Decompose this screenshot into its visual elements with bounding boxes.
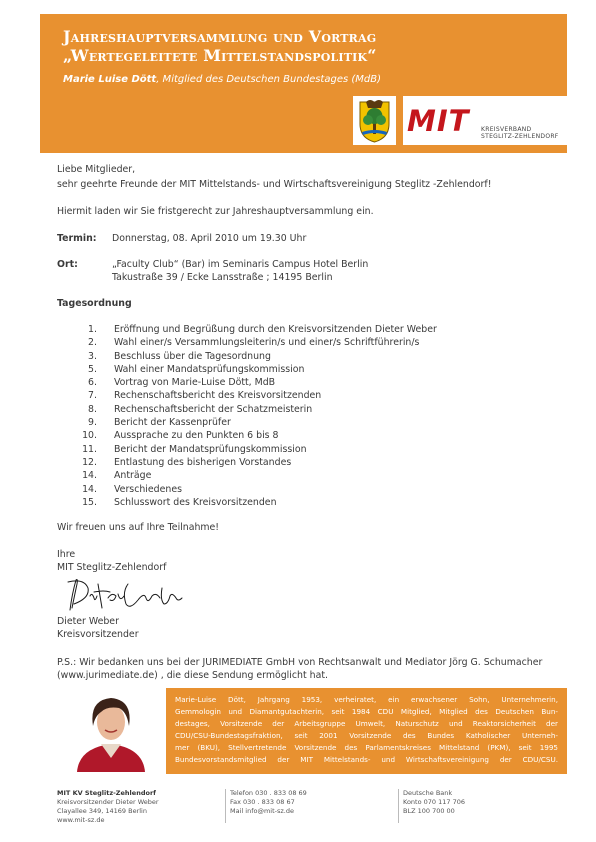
footer-chair: Kreisvorsitzender Dieter Weber: [57, 798, 159, 806]
agenda-item-number: 9.: [88, 417, 97, 429]
bio-line: destages, Vorsitzende der Arbeitsgruppe Umwelt, Naturschutz und Reaktorsicherheit der: [175, 719, 558, 728]
agenda-item-text: Beschluss über die Tagesordnung: [114, 350, 271, 362]
greeting-line-2: sehr geehrte Freunde der MIT Mittelstands- und Wirtschaftsvereinigung Steglitz -Zehlendorf!: [57, 179, 492, 190]
footer-account: Konto 070 117 706: [403, 798, 465, 806]
header-banner: [40, 14, 567, 153]
footer-bank: [403, 789, 465, 816]
agenda-item-number: 14.: [82, 470, 97, 482]
agenda-item-text: Entlastung des bisherigen Vorstandes: [114, 456, 292, 468]
agenda-item-text: Bericht der Mandatsprüfungskommission: [114, 443, 307, 455]
ort-line-1: „Faculty Club“ (Bar) im Seminaris Campus Hotel Berlin: [112, 259, 369, 270]
regards-line-2: MIT Steglitz-Zehlendorf: [57, 562, 167, 573]
signature-image: [64, 574, 184, 614]
mit-logo-sub-2: STEGLITZ-ZEHLENDORF: [481, 133, 559, 140]
invitation-text: Hiermit laden wir Sie fristgerecht zur Jahreshauptversammlung ein.: [57, 206, 374, 217]
agenda-item-text: Vortrag von Marie-Luise Dött, MdB: [114, 377, 276, 389]
bio-line: Bundesvorstandsmitglied der MIT Mittelstands- und Wirtschaftsvereinigung der CDU/CSU.: [175, 755, 558, 764]
footer-contact: [230, 789, 307, 816]
termin-value: Donnerstag, 08. April 2010 um 19.30 Uhr: [112, 233, 307, 244]
agenda-item-number: 5.: [88, 363, 97, 375]
agenda-item-number: 7.: [88, 390, 97, 402]
title-line-1: Jahreshauptversammlung und Vortrag: [63, 27, 377, 46]
footer-divider: [225, 789, 226, 823]
bio-line: CDU/CSU-Bundestagsfraktion, seit 2001 Vorsitzende des Bundes Katholischer Unterneh-: [175, 731, 558, 740]
footer-street: Clayallee 349, 14169 Berlin: [57, 807, 147, 815]
speaker-role: , Mitglied des Deutschen Bundestages (MdB): [156, 74, 382, 85]
speaker-bio-box: [166, 688, 567, 774]
agenda-item-text: Eröffnung und Begrüßung durch den Kreisvorsitzenden Dieter Weber: [114, 324, 437, 335]
ps-line-2: (www.jurimediate.de) , die diese Sendung ermöglicht hat.: [57, 670, 328, 681]
agenda-item-number: 11.: [82, 443, 97, 455]
agenda-item-text: Wahl einer Mandatsprüfungskommission: [114, 363, 305, 375]
agenda-heading: Tagesordnung: [57, 298, 132, 309]
mit-logo-text: MIT: [407, 104, 470, 138]
agenda-item-text: Bericht der Kassenprüfer: [114, 417, 231, 429]
coat-of-arms-logo: [353, 96, 396, 145]
termin-label: Termin:: [57, 233, 97, 244]
speaker-line: [63, 74, 381, 85]
footer-blz: BLZ 100 700 00: [403, 807, 455, 815]
title-line-2: „Wertegeleitete Mittelstandspolitik“: [63, 46, 377, 65]
greeting-line-1: Liebe Mitglieder,: [57, 164, 136, 175]
footer-divider: [398, 789, 399, 823]
footer-web: www.mit-sz.de: [57, 816, 105, 824]
agenda-item-number: 8.: [88, 403, 97, 415]
regards-line-1: Ihre: [57, 549, 76, 560]
ps-line-1: P.S.: Wir bedanken uns bei der JURIMEDIATE GmbH von Rechtsanwalt und Mediator Jörg G. Schumacher: [57, 657, 543, 668]
mit-logo-sub-1: KREISVERBAND: [481, 126, 532, 133]
mit-logo: [403, 96, 567, 145]
agenda-item-number: 10.: [82, 430, 97, 442]
event-title: [63, 27, 377, 65]
signer-name: Dieter Weber: [57, 616, 119, 627]
footer-address: [57, 789, 159, 825]
bio-line: mer (BKU), Stellvertretende Vorsitzende des Parlamentskreises Mittelstand (PKM), seit 1995: [175, 743, 558, 752]
ort-row: [57, 258, 368, 271]
footer-phone: Telefon 030 . 833 08 69: [230, 789, 307, 797]
footer-fax: Fax 030 . 833 08 67: [230, 798, 295, 806]
speaker-portrait: [71, 686, 151, 772]
agenda-item-number: 3.: [88, 350, 97, 362]
agenda-item-number: 14.: [82, 483, 97, 495]
agenda-item-number: 6.: [88, 377, 97, 389]
agenda-item-number: 12.: [82, 456, 97, 468]
mit-logo-subtitle: [481, 126, 559, 140]
footer-bank-name: Deutsche Bank: [403, 789, 453, 797]
signer-role: Kreisvorsitzender: [57, 629, 139, 640]
agenda-item-number: 15.: [82, 496, 97, 508]
agenda-item-text: Rechenschaftsbericht des Kreisvorsitzenden: [114, 390, 322, 402]
agenda-item-text: Wahl einer/s Versammlungsleiterin/s und einer/s Schriftführerin/s: [114, 337, 420, 349]
ort-label: Ort:: [57, 259, 78, 270]
agenda-item-text: Schlusswort des Kreisvorsitzenden: [114, 496, 277, 508]
closing-text: Wir freuen uns auf Ihre Teilnahme!: [57, 522, 220, 533]
agenda-item-number: 2.: [88, 337, 97, 349]
ort-line-2: Takustraße 39 / Ecke Lansstraße ; 14195 Berlin: [112, 272, 333, 283]
termin-row: [57, 232, 306, 245]
agenda-item-text: Anträge: [114, 470, 152, 482]
bio-line: Marie-Luise Dött, Jahrgang 1953, verheiratet, ein erwachsener Sohn, Unternehmerin,: [175, 695, 558, 704]
agenda-item-number: 1.: [88, 324, 97, 335]
bio-line: Gemmologin und Diamantgutachterin, seit 1984 CDU Mitglied, Mitglied des Deutschen Bun-: [175, 707, 558, 716]
agenda-item-text: Rechenschaftsbericht der Schatzmeisterin: [114, 403, 313, 415]
footer-mail: Mail info@mit-sz.de: [230, 807, 294, 815]
agenda-item-text: Aussprache zu den Punkten 6 bis 8: [114, 430, 279, 442]
footer-org: MIT KV Steglitz-Zehlendorf: [57, 789, 156, 797]
crest-icon: [353, 96, 396, 145]
agenda-item-text: Verschiedenes: [114, 483, 182, 495]
speaker-name: Marie Luise Dött: [63, 74, 157, 85]
